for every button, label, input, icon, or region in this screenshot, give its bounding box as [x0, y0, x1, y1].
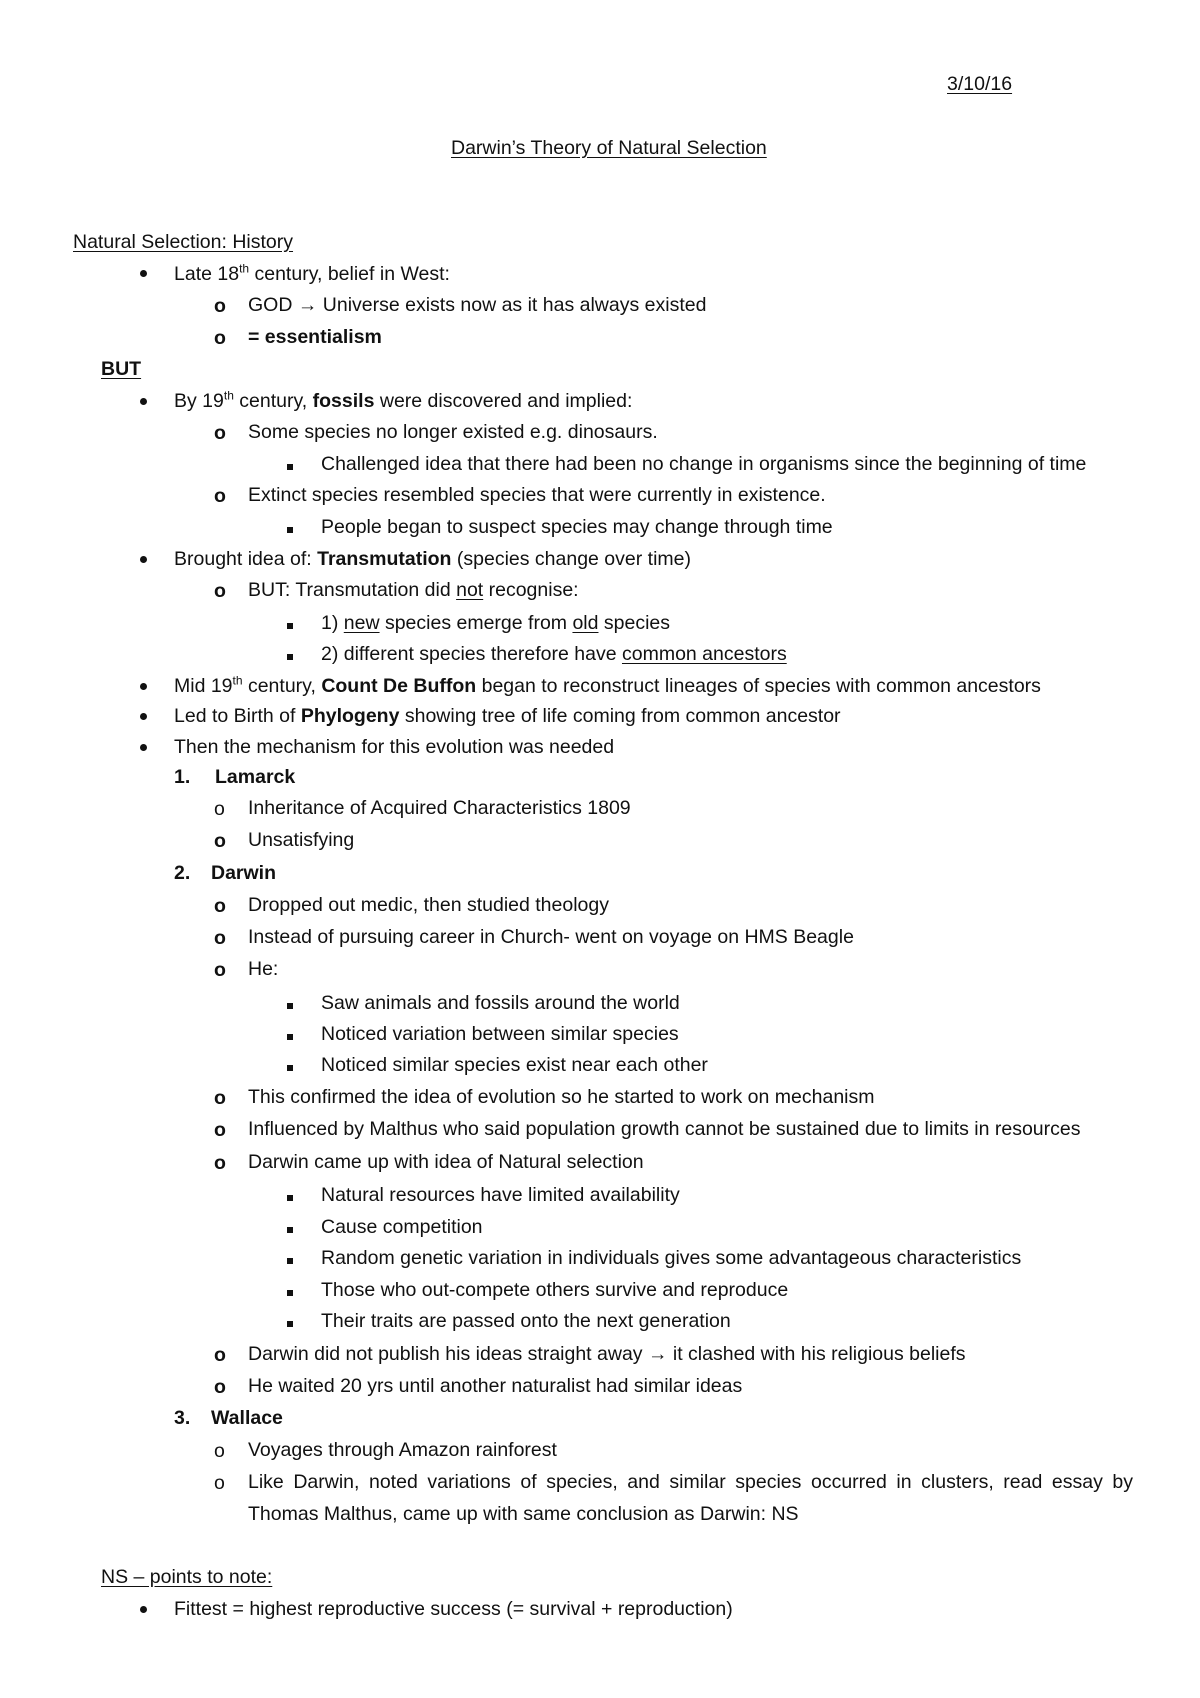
list-item: GOD → Universe exists now as it has always existed	[248, 294, 707, 316]
numbered-label: 2.	[174, 862, 191, 884]
section-heading-history: Natural Selection: History	[73, 231, 294, 253]
bullet-square	[287, 527, 293, 533]
list-item: Led to Birth of Phylogeny showing tree of life coming from common ancestor	[174, 705, 841, 727]
bullet-square	[287, 1065, 293, 1071]
bullet-o: o	[214, 1376, 226, 1398]
list-item: Darwin did not publish his ideas straight away → it clashed with his religious beliefs	[248, 1343, 966, 1365]
list-item: Then the mechanism for this evolution was needed	[174, 736, 615, 758]
list-item: Natural resources have limited availability	[321, 1184, 680, 1206]
bullet-square	[287, 1258, 293, 1264]
list-item: Noticed similar species exist near each other	[321, 1054, 708, 1076]
bullet-dot	[140, 270, 147, 277]
bullet-o: o	[214, 1119, 226, 1141]
numbered-heading-wallace: Wallace	[211, 1407, 283, 1429]
bullet-square	[287, 1195, 293, 1201]
section-heading-ns-points: NS – points to note:	[101, 1566, 273, 1588]
bullet-o: o	[214, 295, 226, 317]
list-item: Some species no longer existed e.g. dinosaurs.	[248, 421, 658, 443]
bullet-o: o	[214, 580, 226, 602]
list-item: 1) new species emerge from old species	[321, 612, 671, 634]
list-item: Voyages through Amazon rainforest	[248, 1439, 557, 1461]
bullet-o: o	[214, 959, 226, 981]
bullet-o: o	[214, 1152, 226, 1174]
list-item: Inheritance of Acquired Characteristics 1809	[248, 797, 631, 819]
list-item: Saw animals and fossils around the world	[321, 992, 680, 1014]
numbered-label: 1.	[174, 766, 191, 788]
bullet-o: o	[214, 1440, 225, 1462]
list-item: Late 18th century, belief in West:	[174, 261, 450, 285]
bullet-dot	[140, 556, 147, 563]
bullet-square	[287, 1034, 293, 1040]
bullet-o: o	[214, 422, 226, 444]
list-item: Fittest = highest reproductive success (= survival + reproduction)	[174, 1598, 733, 1620]
bullet-square	[287, 654, 293, 660]
list-item: Random genetic variation in individuals gives some advantageous characteristics	[321, 1247, 1022, 1269]
list-item: Extinct species resembled species that were currently in existence.	[248, 484, 826, 506]
bullet-square	[287, 1290, 293, 1296]
bullet-o: o	[214, 798, 225, 820]
list-item: Noticed variation between similar species	[321, 1023, 679, 1045]
numbered-heading-lamarck: Lamarck	[215, 766, 296, 788]
list-item: = essentialism	[248, 326, 382, 348]
list-item: Cause competition	[321, 1216, 483, 1238]
bullet-square	[287, 623, 293, 629]
list-item: 2) different species therefore have common ancestors	[321, 643, 787, 665]
but-label: BUT	[101, 358, 142, 380]
page-title: Darwin’s Theory of Natural Selection	[451, 137, 767, 159]
bullet-square	[287, 1321, 293, 1327]
list-item: He waited 20 yrs until another naturalist had similar ideas	[248, 1375, 743, 1397]
list-item: Their traits are passed onto the next generation	[321, 1310, 731, 1332]
list-item: People began to suspect species may change through time	[321, 516, 833, 538]
bullet-square	[287, 1227, 293, 1233]
numbered-heading-darwin: Darwin	[211, 862, 277, 884]
list-item: Mid 19th century, Count De Buffon began to reconstruct lineages of species with common ancestors	[174, 673, 1041, 697]
bullet-square	[287, 1003, 293, 1009]
list-item: Like Darwin, noted variations of species, and similar species occurred in clusters, read essay by	[248, 1471, 1133, 1493]
bullet-square	[287, 464, 293, 470]
list-item: BUT: Transmutation did not recognise:	[248, 579, 579, 601]
bullet-o: o	[214, 1344, 226, 1366]
list-item: By 19th century, fossils were discovered and implied:	[174, 388, 633, 412]
bullet-o: o	[214, 927, 226, 949]
bullet-dot	[140, 683, 147, 690]
list-item: Darwin came up with idea of Natural selection	[248, 1151, 644, 1173]
arrow-icon: →	[297, 294, 318, 316]
arrow-icon: →	[647, 1343, 668, 1365]
bullet-dot	[140, 398, 147, 405]
bullet-o: o	[214, 327, 226, 349]
numbered-label: 3.	[174, 1407, 191, 1429]
list-item: Challenged idea that there had been no change in organisms since the beginning of time	[321, 453, 1087, 475]
list-item: Those who out-compete others survive and reproduce	[321, 1279, 789, 1301]
bullet-dot	[140, 1606, 147, 1613]
list-item: Unsatisfying	[248, 829, 355, 851]
bullet-o: o	[214, 1087, 226, 1109]
list-item: This confirmed the idea of evolution so he started to work on mechanism	[248, 1086, 875, 1108]
bullet-o: o	[214, 895, 226, 917]
list-item: Influenced by Malthus who said population growth cannot be sustained due to limits in resources	[248, 1118, 1081, 1140]
bullet-dot	[140, 744, 147, 751]
list-item: Brought idea of: Transmutation (species change over time)	[174, 548, 691, 570]
list-item: Dropped out medic, then studied theology	[248, 894, 609, 916]
bullet-o: o	[214, 1472, 225, 1494]
bullet-o: o	[214, 485, 226, 507]
bullet-dot	[140, 713, 147, 720]
bullet-o: o	[214, 830, 226, 852]
list-item: Instead of pursuing career in Church- went on voyage on HMS Beagle	[248, 926, 854, 948]
list-item-continuation: Thomas Malthus, came up with same conclusion as Darwin: NS	[248, 1503, 799, 1525]
list-item: He:	[248, 958, 279, 980]
date: 3/10/16	[947, 73, 1013, 95]
